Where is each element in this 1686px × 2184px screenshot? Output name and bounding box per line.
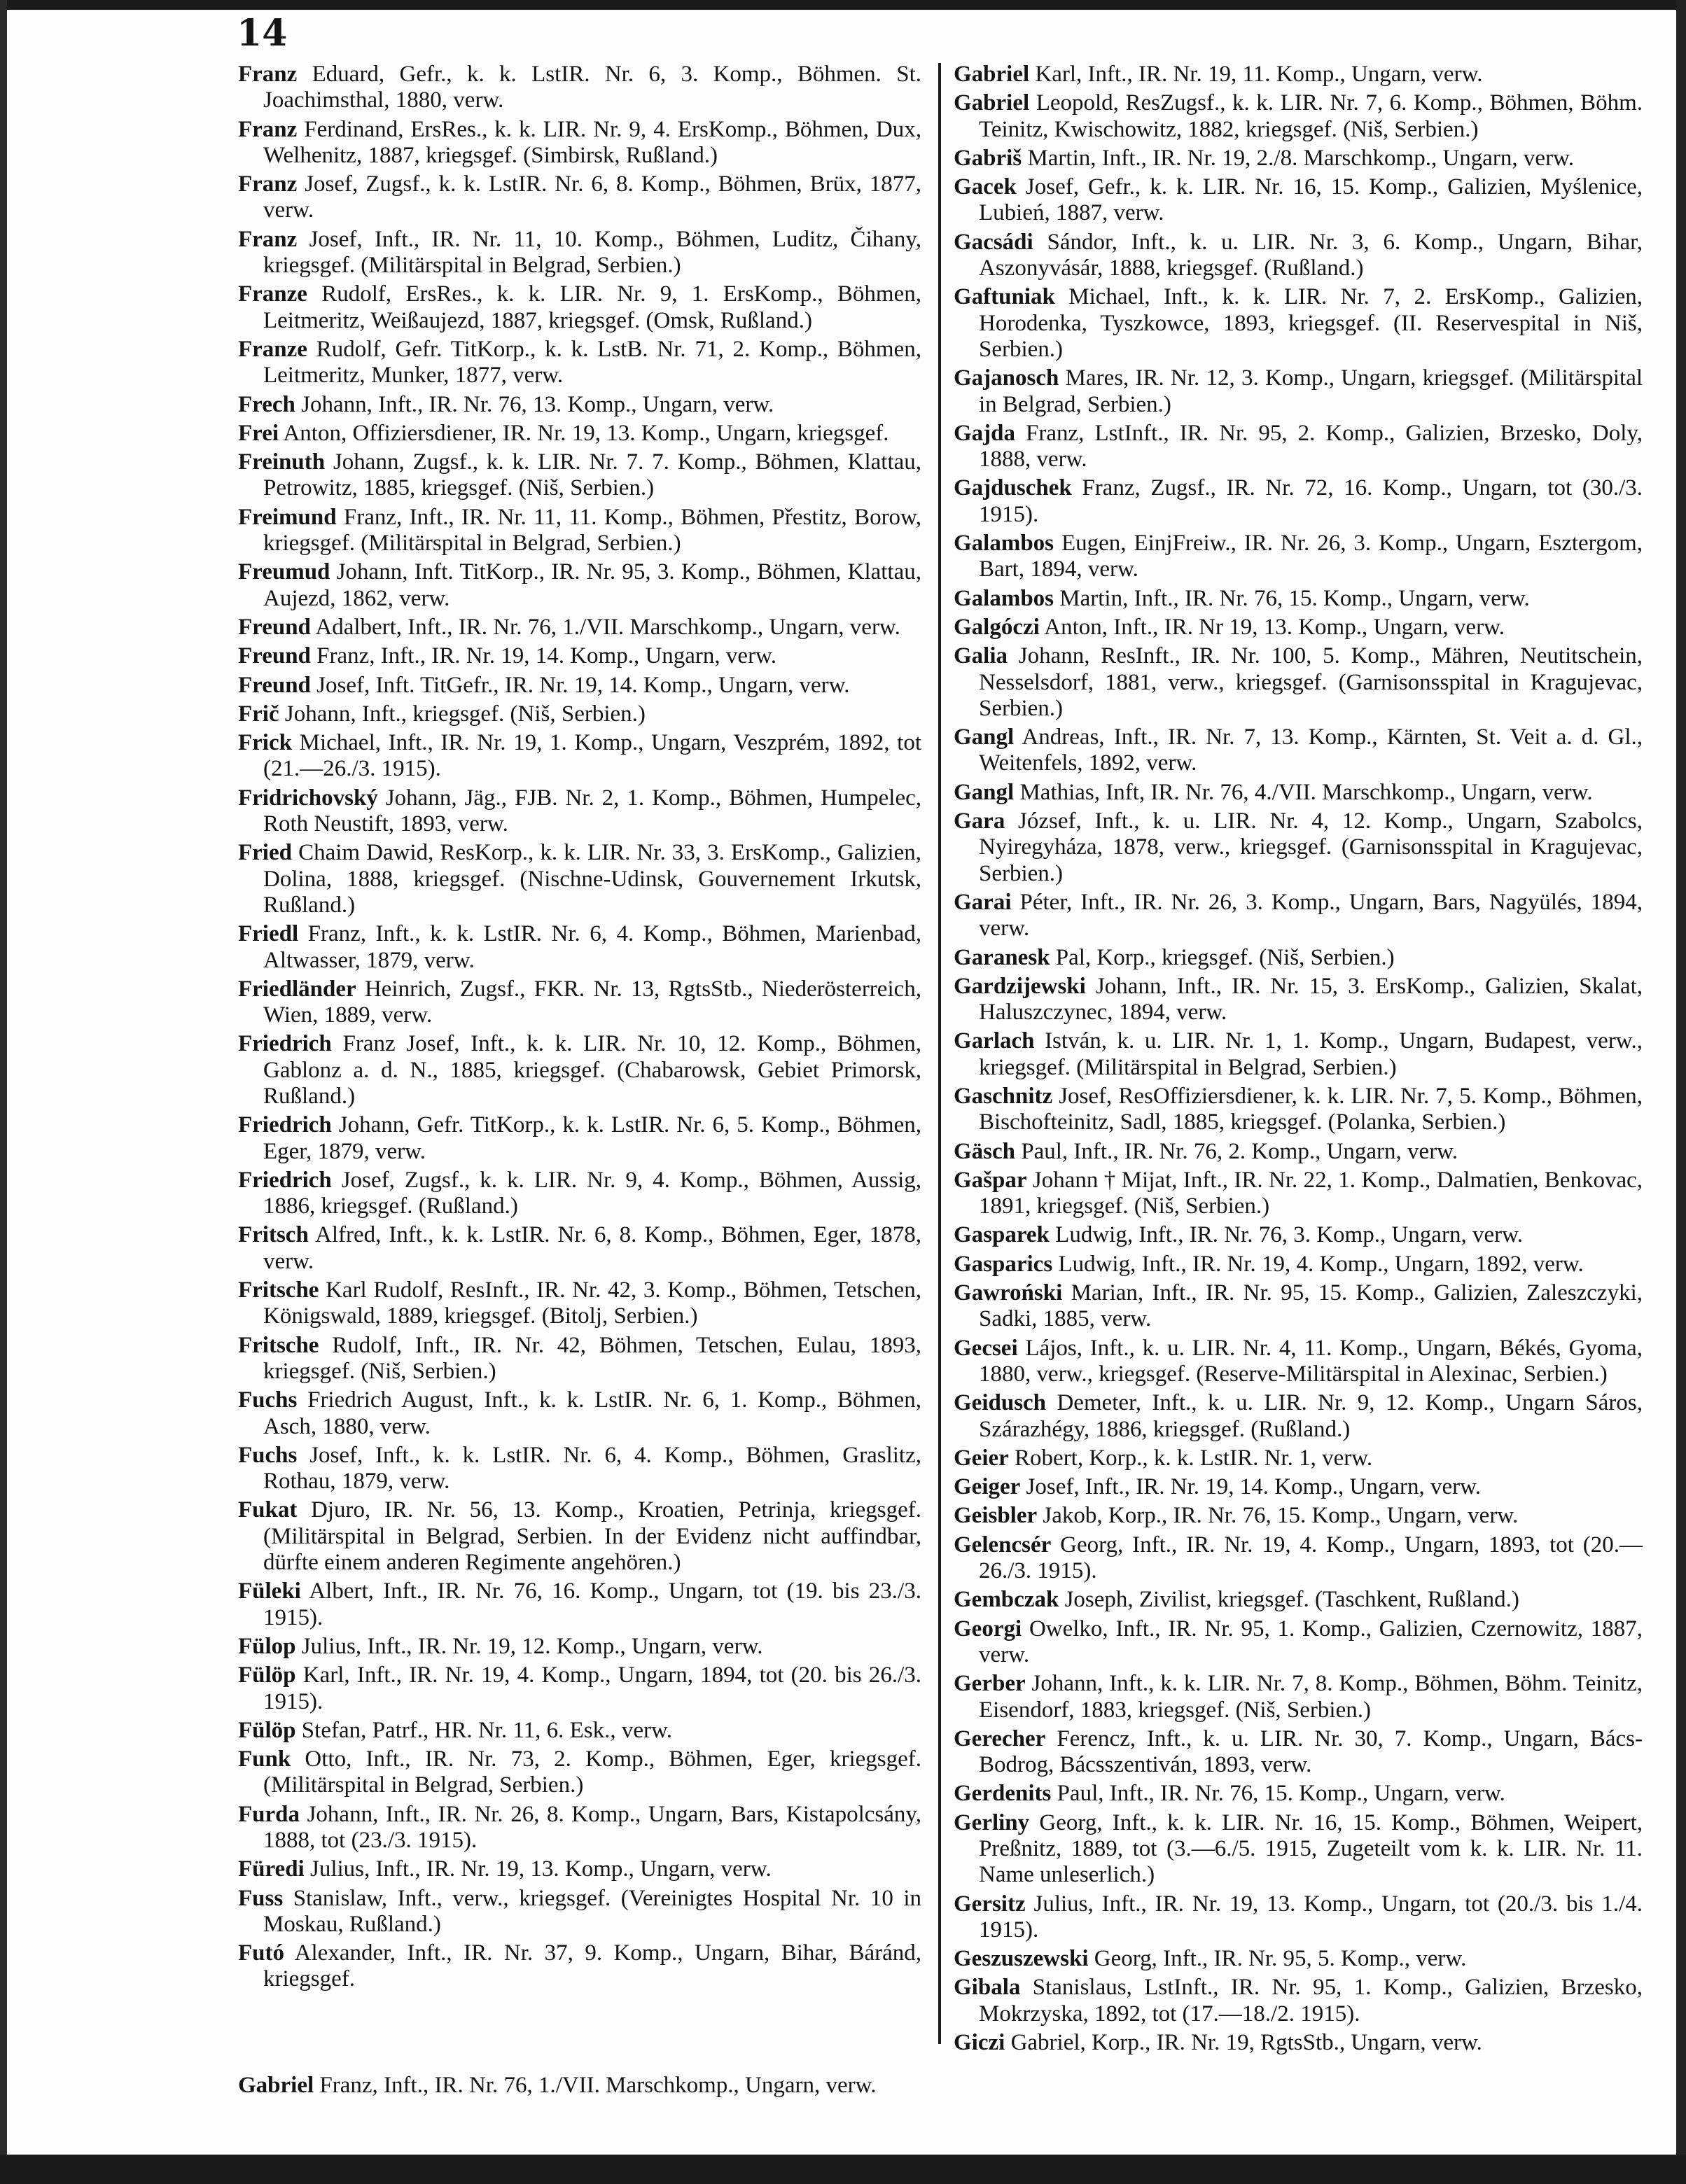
entry-surname: Furda <box>238 1801 300 1827</box>
entry-details: Josef, Gefr., k. k. LIR. Nr. 16, 15. Komp., Galizien, Myślenice, Lubień, 1887, verw. <box>979 174 1643 226</box>
register-entry <box>954 808 1643 887</box>
register-entry <box>238 1443 921 1495</box>
register-entry <box>954 90 1643 143</box>
register-entry <box>954 1975 1643 2027</box>
register-entry <box>954 1781 1643 1807</box>
entry-details: Albert, Inft., IR. Nr. 76, 16. Komp., Ungarn, tot (19. bis 23./3. 1915). <box>263 1578 921 1630</box>
register-entry <box>238 701 921 727</box>
entry-details: Rudolf, Inft., IR. Nr. 42, Böhmen, Tetschen, Eulau, 1893, kriegsgef. (Niš, Serbien.) <box>263 1332 921 1384</box>
entry-details: Johann, Inft., kriegsgef. (Niš, Serbien.) <box>284 701 646 727</box>
register-entry <box>238 227 921 279</box>
register-entry <box>954 945 1643 971</box>
register-entry <box>238 449 921 502</box>
entry-details: Alfred, Inft., k. k. LstIR. Nr. 6, 8. Komp., Böhmen, Eger, 1878, verw. <box>263 1222 921 1274</box>
entry-surname: Freund <box>238 614 311 640</box>
entry-surname: Frič <box>238 701 279 727</box>
entry-details: Franz Josef, Inft., k. k. LIR. Nr. 10, 12. Komp., Böhmen, Gablonz a. d. N., 1885, kriegsgef. (Chabarowsk, Gebiet Primorsk, Rußland.) <box>263 1031 922 1109</box>
column-divider <box>938 63 941 2044</box>
entry-surname: Galambos <box>954 531 1054 556</box>
entry-details: Georg, Inft., IR. Nr. 95, 5. Komp., verw. <box>1094 1946 1467 1972</box>
entry-details: Johann, Zugsf., k. k. LIR. Nr. 7. 7. Komp., Böhmen, Klattau, Petrowitz, 1885, kriegsgef. (Niš, Serbien.) <box>263 449 922 501</box>
entry-surname: Freinuth <box>238 449 326 475</box>
register-entry <box>238 1168 921 1220</box>
entry-details: Josef, ResOffiziersdiener, k. k. LIR. Nr. 7, 5. Komp., Böhmen, Bischofteinitz, Sadl, 1885, kriegsgef. (Polanka, Serbien.) <box>979 1083 1643 1135</box>
entry-details: Demeter, Inft., k. u. LIR. Nr. 9, 12. Komp., Ungarn Sáros, Szárazhégy, 1886, kriegsgef. (Rußland.) <box>979 1390 1643 1442</box>
entry-details: Johann, ResInft., IR. Nr. 100, 5. Komp., Mähren, Neutitschein, Nesselsdorf, 1881, verw., kriegsgef. (Garnisonsspital in Kragujevac, Serbien.) <box>979 643 1643 721</box>
entry-surname: Gabriel <box>954 90 1030 116</box>
register-entry <box>954 1587 1643 1613</box>
entry-surname: Gersitz <box>954 1891 1026 1917</box>
entry-details: Franz, Inft., IR. Nr. 11, 11. Komp., Böhmen, Přestitz, Borow, kriegsgef. (Militärspital in Belgrad, Serbien.) <box>263 504 921 556</box>
entry-surname: Friedrich <box>238 1167 332 1193</box>
register-entry <box>238 785 921 838</box>
scan-border-right <box>1676 0 1686 2184</box>
entry-surname: Fritsche <box>238 1278 319 1303</box>
register-entry <box>238 1746 921 1799</box>
register-entry <box>954 365 1643 418</box>
register-entry <box>238 1856 921 1882</box>
register-entry <box>954 724 1643 777</box>
register-entry <box>954 615 1643 640</box>
entry-details: Franz, Inft., k. k. LstIR. Nr. 6, 4. Komp., Böhmen, Marienbad, Altwasser, 1879, verw. <box>263 921 922 973</box>
entry-details: Stefan, Patrf., HR. Nr. 11, 6. Esk., verw. <box>301 1717 672 1743</box>
entry-surname: Gasparics <box>954 1251 1053 1277</box>
entry-surname: Friedrich <box>238 1112 332 1138</box>
register-entry <box>238 1278 921 1330</box>
entry-surname: Gaftuniak <box>954 284 1055 310</box>
register-entry <box>238 1387 921 1440</box>
entry-surname: Friedl <box>238 921 299 947</box>
entry-details: Johann, Inft., IR. Nr. 76, 13. Komp., Ungarn, verw. <box>301 391 774 417</box>
entry-details: Franz, Inft., IR. Nr. 19, 14. Komp., Ungarn, verw. <box>316 643 776 669</box>
entry-surname: Franz <box>238 62 298 87</box>
entry-surname: Gangl <box>954 779 1015 805</box>
register-entry <box>238 976 921 1029</box>
register-entry <box>238 117 921 169</box>
register-entry <box>238 62 921 114</box>
entry-surname: Franz <box>238 172 298 197</box>
entry-details: Karl Rudolf, ResInft., IR. Nr. 42, 3. Komp., Böhmen, Tetschen, Königswald, 1889, kriegsgef. (Bitolj, Serbien.) <box>263 1278 921 1329</box>
register-entry <box>954 890 1643 942</box>
register-entry <box>954 174 1643 227</box>
entry-details: Sándor, Inft., k. u. LIR. Nr. 3, 6. Komp., Ungarn, Bihar, Aszonyvásár, 1888, kriegsgef. (Rußland.) <box>979 229 1643 281</box>
register-entry <box>954 1810 1643 1889</box>
entry-surname: Gacek <box>954 174 1017 200</box>
entry-surname: Gara <box>954 808 1005 834</box>
register-entry <box>238 1634 921 1660</box>
entry-details: Djuro, IR. Nr. 56, 13. Komp., Kroatien, Petrinja, kriegsgef. (Militärspital in Belgrad, Serbien. In der Evidenz nicht auffindbar, dürfte einem anderen Regimente angehören.) <box>263 1497 921 1576</box>
entry-surname: Fuss <box>238 1885 284 1911</box>
register-entry <box>954 1336 1643 1388</box>
entry-details: Josef, Inft., IR. Nr. 11, 10. Komp., Böhmen, Luditz, Čihany, kriegsgef. (Militärspital in Belgrad, Serbien.) <box>263 226 921 279</box>
entry-details: Johann, Gefr. TitKorp., k. k. LstIR. Nr. 6, 5. Komp., Böhmen, Eger, 1879, verw. <box>263 1112 921 1164</box>
entry-surname: Gabriel <box>238 2072 314 2098</box>
entry-surname: Gacsádi <box>954 229 1033 255</box>
entry-surname: Gerber <box>954 1671 1026 1697</box>
entry-details: Mares, IR. Nr. 12, 3. Komp., Ungarn, kriegsgef. (Militärspital in Belgrad, Serbien.) <box>979 365 1643 417</box>
entry-surname: Freund <box>238 643 311 669</box>
register-entry <box>238 1802 921 1854</box>
register-entry <box>954 1222 1643 1248</box>
entry-details: Stanislaus, LstInft., IR. Nr. 95, 1. Komp., Galizien, Brzesko, Mokrzyska, 1892, tot (17.—18./2. 1915). <box>979 1975 1643 2026</box>
entry-surname: Garanesk <box>954 944 1050 970</box>
entry-details: Owelko, Inft., IR. Nr. 95, 1. Komp., Galizien, Czernowitz, 1887, verw. <box>979 1616 1643 1667</box>
entry-surname: Fülop <box>238 1633 296 1659</box>
entry-surname: Gerecher <box>954 1726 1046 1751</box>
entry-details: Johann, Inft. TitKorp., IR. Nr. 95, 3. Komp., Böhmen, Klattau, Aujezd, 1862, verw. <box>263 559 921 611</box>
register-entry <box>238 1886 921 1938</box>
entry-surname: Fried <box>238 840 292 866</box>
register-entry <box>954 1139 1643 1165</box>
entry-details: Johann, Inft., IR. Nr. 15, 3. ErsKomp., Galizien, Skalat, Haluszczynec, 1894, verw. <box>979 973 1643 1026</box>
register-entry <box>954 62 1643 88</box>
register-entry <box>238 1578 921 1631</box>
entry-surname: Fukat <box>238 1497 298 1523</box>
entry-details: Michael, Inft., k. k. LIR. Nr. 7, 2. ErsKomp., Galizien, Horodenka, Tyszkowce, 1893, kriegsgef. (II. Reservespital in Niš, Serbien.) <box>979 284 1643 362</box>
entry-surname: Gelencsér <box>954 1532 1052 1558</box>
entry-details: Georg, Inft., IR. Nr. 19, 4. Komp., Ungarn, 1893, tot (20.—26./3. 1915). <box>979 1532 1643 1584</box>
entry-surname: Galgóczi <box>954 614 1040 640</box>
right-column <box>954 62 1643 2059</box>
entry-details: Mathias, Inft, IR. Nr. 76, 4./VII. Marschkomp., Ungarn, verw. <box>1019 779 1593 805</box>
entry-surname: Franz <box>238 116 298 142</box>
entry-details: Leopold, ResZugsf., k. k. LIR. Nr. 7, 6. Komp., Böhmen, Böhm. Teinitz, Kwischowitz, 1882, kriegsgef. (Niš, Serbien.) <box>979 90 1643 142</box>
entry-details: Franz, Inft., IR. Nr. 76, 1./VII. Marschkomp., Ungarn, verw. <box>319 2072 877 2098</box>
entry-surname: Franze <box>238 281 307 307</box>
entry-surname: Fülöp <box>238 1717 296 1743</box>
entry-details: Franz, Zugsf., IR. Nr. 72, 16. Komp., Ungarn, tot (30./3. 1915). <box>979 475 1643 527</box>
entry-details: Josef, Zugsf., k. k. LIR. Nr. 9, 4. Komp., Böhmen, Aussig, 1886, kriegsgef. (Rußland.) <box>263 1167 921 1219</box>
entry-details: Johann † Mijat, Inft., IR. Nr. 22, 1. Komp., Dalmatien, Benkovac, 1891, kriegsgef. (Niš, Serbien.) <box>979 1167 1643 1219</box>
entry-surname: Gabriš <box>954 145 1022 171</box>
register-entry <box>954 1946 1643 1972</box>
register-entry <box>238 1662 921 1715</box>
entry-surname: Gerdenits <box>954 1781 1052 1807</box>
register-entry <box>238 1031 921 1110</box>
entry-surname: Frick <box>238 730 292 756</box>
entry-details: Michael, Inft., IR. Nr. 19, 1. Komp., Ungarn, Veszprém, 1892, tot (21.—26./3. 1915). <box>263 730 922 782</box>
entry-details: József, Inft., k. u. LIR. Nr. 4, 12. Komp., Ungarn, Szabolcs, Nyiregyháza, 1878, verw., kriegsgef. (Garnisonsspital in Kragujevac, Serbien.) <box>979 808 1643 886</box>
entry-details: Ludwig, Inft., IR. Nr. 19, 4. Komp., Ungarn, 1892, verw. <box>1058 1251 1584 1277</box>
entry-details: Ferencz, Inft., k. u. LIR. Nr. 30, 7. Komp., Ungarn, Bács-Bodrog, Bácsszentiván, 1893, verw. <box>979 1726 1643 1778</box>
register-entry <box>238 1718 921 1744</box>
register-entry <box>954 284 1643 363</box>
register-entry <box>954 1503 1643 1529</box>
register-entry <box>238 1333 921 1385</box>
entry-surname: Gawroński <box>954 1280 1063 1306</box>
entry-surname: Frei <box>238 420 279 446</box>
entry-surname: Gerliny <box>954 1809 1030 1835</box>
register-entry <box>954 230 1643 282</box>
entry-surname: Geiger <box>954 1474 1021 1500</box>
register-entry <box>238 281 921 334</box>
entry-surname: Fülöp <box>238 1662 296 1688</box>
entry-details: Josef, Inft., IR. Nr. 19, 14. Komp., Ungarn, verw. <box>1026 1474 1482 1500</box>
register-entry <box>954 780 1643 806</box>
entry-details: Paul, Inft., IR. Nr. 76, 2. Komp., Ungarn, verw. <box>1021 1138 1458 1164</box>
entry-details: Johann, Jäg., FJB. Nr. 2, 1. Komp., Böhmen, Humpelec, Roth Neustift, 1893, verw. <box>263 785 922 837</box>
register-entry <box>238 559 921 612</box>
register-entry <box>238 1497 921 1576</box>
register-entry <box>238 840 921 918</box>
entry-details: Joseph, Zivilist, kriegsgef. (Taschkent, Rußland.) <box>1064 1587 1519 1613</box>
register-entry <box>238 172 921 224</box>
register-entry <box>954 1446 1643 1471</box>
register-entry <box>238 337 921 389</box>
entry-details: Ludwig, Inft., IR. Nr. 76, 3. Komp., Ungarn, verw. <box>1055 1222 1524 1248</box>
entry-details: Lájos, Inft., k. u. LIR. Nr. 4, 11. Komp., Ungarn, Békés, Gyoma, 1880, verw., kriegsgef. (Reserve-Militärspital in Alexinac, Serbien.) <box>979 1335 1643 1387</box>
register-entry <box>238 1112 921 1165</box>
entry-details: Eugen, EinjFreiw., IR. Nr. 26, 3. Komp., Ungarn, Esztergom, Bart, 1894, verw. <box>979 531 1643 582</box>
register-entry <box>954 1532 1643 1585</box>
register-entry <box>954 421 1643 473</box>
entry-details: Friedrich August, Inft., k. k. LstIR. Nr. 6, 1. Komp., Böhmen, Asch, 1880, verw. <box>263 1387 921 1439</box>
scan-border-top <box>0 0 1686 10</box>
entry-details: Pal, Korp., kriegsgef. (Niš, Serbien.) <box>1055 944 1395 970</box>
entry-details: István, k. u. LIR. Nr. 1, 1. Komp., Ungarn, Budapest, verw., kriegsgef. (Militärspital in Belgrad, Serbien.) <box>979 1028 1643 1080</box>
entry-details: Jakob, Korp., IR. Nr. 76, 15. Komp., Ungarn, verw. <box>1043 1503 1519 1529</box>
entry-details: Anton, Inft., IR. Nr 19, 13. Komp., Ungarn, verw. <box>1044 614 1505 640</box>
entry-surname: Gajda <box>954 420 1016 446</box>
entry-details: Heinrich, Zugsf., FKR. Nr. 13, RgtsStb., Niederösterreich, Wien, 1889, verw. <box>263 976 922 1028</box>
register-entry <box>954 1616 1643 1669</box>
entry-surname: Funk <box>238 1746 291 1772</box>
entry-surname: Freimund <box>238 504 337 530</box>
register-entry <box>238 1222 921 1275</box>
entry-details: Chaim Dawid, ResKorp., k. k. LIR. Nr. 33, 3. ErsKomp., Galizien, Dolina, 1888, kriegsgef. (Nischne-Udinsk, Gouvernement Irkutsk, Rußland.) <box>263 840 922 918</box>
entry-details: Robert, Korp., k. k. LstIR. Nr. 1, verw. <box>1015 1445 1373 1471</box>
entry-details: Martin, Inft., IR. Nr. 19, 2./8. Marschkomp., Ungarn, verw. <box>1027 145 1574 171</box>
entry-surname: Gangl <box>954 724 1015 750</box>
entry-details: Georg, Inft., k. k. LIR. Nr. 16, 15. Komp., Böhmen, Weipert, Preßnitz, 1889, tot (3.—6./5. 1915, Zugeteilt vom k. k. LIR. Nr. 11. Name unleserlich.) <box>979 1809 1643 1888</box>
register-entry <box>238 2073 921 2099</box>
entry-surname: Gaschnitz <box>954 1083 1053 1109</box>
entry-details: Paul, Inft., IR. Nr. 76, 15. Komp., Ungarn, verw. <box>1057 1781 1505 1807</box>
register-entry <box>238 615 921 640</box>
entry-surname: Frech <box>238 391 295 417</box>
entry-details: Julius, Inft., IR. Nr. 19, 13. Komp., Ungarn, tot (20./3. bis 1./4. 1915). <box>979 1891 1643 1942</box>
register-entry <box>954 586 1643 612</box>
register-entry <box>954 475 1643 528</box>
entry-surname: Franze <box>238 336 307 362</box>
entry-details: Ferdinand, ErsRes., k. k. LIR. Nr. 9, 4. ErsKomp., Böhmen, Dux, Welhenitz, 1887, kriegsgef. (Simbirsk, Rußland.) <box>263 116 921 168</box>
entry-surname: Füleki <box>238 1578 301 1604</box>
entry-surname: Geidusch <box>954 1390 1047 1416</box>
register-entry <box>238 421 921 447</box>
register-entry <box>954 1671 1643 1723</box>
entry-details: Gabriel, Korp., IR. Nr. 19, RgtsStb., Ungarn, verw. <box>1010 2030 1482 2056</box>
entry-surname: Gibala <box>954 1975 1021 2001</box>
entry-surname: Freund <box>238 672 311 698</box>
entry-details: Johann, Inft., IR. Nr. 26, 8. Komp., Ungarn, Bars, Kistapolcsány, 1888, tot (23./3. 1915). <box>263 1801 921 1853</box>
entry-surname: Galia <box>954 643 1008 669</box>
register-entry <box>238 730 921 783</box>
scan-border-bottom <box>0 2155 1686 2184</box>
register-entry <box>238 673 921 699</box>
entry-details: Andreas, Inft., IR. Nr. 7, 13. Komp., Kärnten, St. Veit a. d. Gl., Weitenfels, 1892, verw. <box>979 724 1643 776</box>
register-entry <box>238 505 921 557</box>
entry-surname: Gäsch <box>954 1138 1016 1164</box>
entry-details: Rudolf, ErsRes., k. k. LIR. Nr. 9, 1. ErsKomp., Böhmen, Leitmeritz, Weißaujezd, 1887, kriegsgef. (Omsk, Rußland.) <box>263 281 921 333</box>
entry-details: Karl, Inft., IR. Nr. 19, 4. Komp., Ungarn, 1894, tot (20. bis 26./3. 1915). <box>263 1662 922 1714</box>
register-entry <box>954 1028 1643 1081</box>
scan-border-left <box>0 0 7 2184</box>
entry-details: Otto, Inft., IR. Nr. 73, 2. Komp., Böhmen, Eger, kriegsgef. (Militärspital in Belgrad, Serbien.) <box>263 1746 921 1798</box>
entry-surname: Georgi <box>954 1616 1022 1642</box>
entry-surname: Geisbler <box>954 1503 1038 1529</box>
entry-surname: Franz <box>238 226 298 252</box>
entry-details: Péter, Inft., IR. Nr. 26, 3. Komp., Ungarn, Bars, Nagyülés, 1894, verw. <box>979 889 1643 941</box>
page-number: 14 <box>237 12 288 55</box>
register-entry <box>954 146 1643 172</box>
register-entry <box>954 1084 1643 1136</box>
entry-surname: Gasparek <box>954 1222 1050 1248</box>
register-entry <box>954 1168 1643 1220</box>
entry-details: Karl, Inft., IR. Nr. 19, 11. Komp., Ungarn, verw. <box>1035 62 1483 87</box>
entry-details: Johann, Inft., k. k. LIR. Nr. 7, 8. Komp., Böhmen, Böhm. Teinitz, Eisendorf, 1883, kriegsgef. (Niš, Serbien.) <box>979 1671 1643 1723</box>
entry-surname: Geszuszewski <box>954 1946 1089 1972</box>
entry-details: Alexander, Inft., IR. Nr. 37, 9. Komp., Ungarn, Bihar, Báránd, kriegsgef. <box>263 1940 922 1992</box>
entry-surname: Fridrichovský <box>238 785 378 811</box>
entry-surname: Gabriel <box>954 62 1030 87</box>
register-entry <box>954 1474 1643 1500</box>
entry-details: Franz, LstInft., IR. Nr. 95, 2. Komp., Galizien, Brzesko, Doly, 1888, verw. <box>979 420 1643 472</box>
register-entry <box>954 974 1643 1026</box>
entry-surname: Friedrich <box>238 1031 332 1057</box>
entry-details: Julius, Inft., IR. Nr. 19, 13. Komp., Ungarn, verw. <box>309 1856 772 1882</box>
entry-details: Josef, Inft. TitGefr., IR. Nr. 19, 14. Komp., Ungarn, verw. <box>316 672 850 698</box>
entry-surname: Gajduschek <box>954 475 1072 501</box>
entry-surname: Freumud <box>238 559 330 585</box>
entry-surname: Gašpar <box>954 1167 1027 1193</box>
entry-details: Stanislaw, Inft., verw., kriegsgef. (Vereinigtes Hospital Nr. 10 in Moskau, Rußland.) <box>263 1885 922 1937</box>
entry-surname: Gajanosch <box>954 365 1059 391</box>
entry-surname: Fritsch <box>238 1222 309 1248</box>
entry-surname: Fuchs <box>238 1387 298 1413</box>
entry-details: Anton, Offiziersdiener, IR. Nr. 19, 13. Komp., Ungarn, kriegsgef. <box>283 420 889 446</box>
register-entry <box>954 1390 1643 1443</box>
entry-details: Josef, Inft., k. k. LstIR. Nr. 6, 4. Komp., Böhmen, Graslitz, Rothau, 1879, verw. <box>263 1442 922 1494</box>
register-entry <box>954 531 1643 583</box>
entry-surname: Giczi <box>954 2030 1005 2056</box>
entry-surname: Futó <box>238 1940 284 1966</box>
entry-details: Martin, Inft., IR. Nr. 76, 15. Komp., Ungarn, verw. <box>1059 585 1530 611</box>
entry-surname: Galambos <box>954 585 1054 611</box>
register-entry <box>238 643 921 669</box>
entry-surname: Garlach <box>954 1028 1035 1054</box>
entry-surname: Geier <box>954 1445 1009 1471</box>
entry-surname: Fuchs <box>238 1442 298 1468</box>
register-entry <box>954 1726 1643 1779</box>
register-entry <box>238 1940 921 1993</box>
entry-surname: Gardzijewski <box>954 973 1086 999</box>
register-entry <box>954 1252 1643 1278</box>
register-entry <box>954 1891 1643 1944</box>
register-entry <box>954 1280 1643 1333</box>
entry-surname: Gecsei <box>954 1335 1018 1361</box>
entry-surname: Garai <box>954 889 1012 915</box>
entry-surname: Friedländer <box>238 976 356 1002</box>
entry-details: Marian, Inft., IR. Nr. 95, 15. Komp., Galizien, Zaleszczyki, Sadki, 1885, verw. <box>979 1280 1643 1332</box>
entry-details: Josef, Zugsf., k. k. LstIR. Nr. 6, 8. Komp., Böhmen, Brüx, 1877, verw. <box>263 172 921 223</box>
entry-surname: Fritsche <box>238 1332 319 1358</box>
left-column <box>238 62 921 2101</box>
entry-details: Adalbert, Inft., IR. Nr. 76, 1./VII. Marschkomp., Ungarn, verw. <box>315 614 900 640</box>
entry-surname: Füredi <box>238 1856 305 1882</box>
entry-details: Julius, Inft., IR. Nr. 19, 12. Komp., Ungarn, verw. <box>301 1633 763 1659</box>
entry-details: Eduard, Gefr., k. k. LstIR. Nr. 6, 3. Komp., Böhmen. St. Joachimsthal, 1880, verw. <box>263 62 922 113</box>
register-entry <box>954 643 1643 722</box>
register-entry <box>954 2030 1643 2056</box>
entry-details: Rudolf, Gefr. TitKorp., k. k. LstB. Nr. 71, 2. Komp., Böhmen, Leitmeritz, Munker, 1877, verw. <box>263 336 921 388</box>
register-entry <box>238 392 921 418</box>
entry-surname: Gembczak <box>954 1587 1059 1613</box>
register-entry <box>238 921 921 974</box>
section-gap <box>238 1996 921 2073</box>
